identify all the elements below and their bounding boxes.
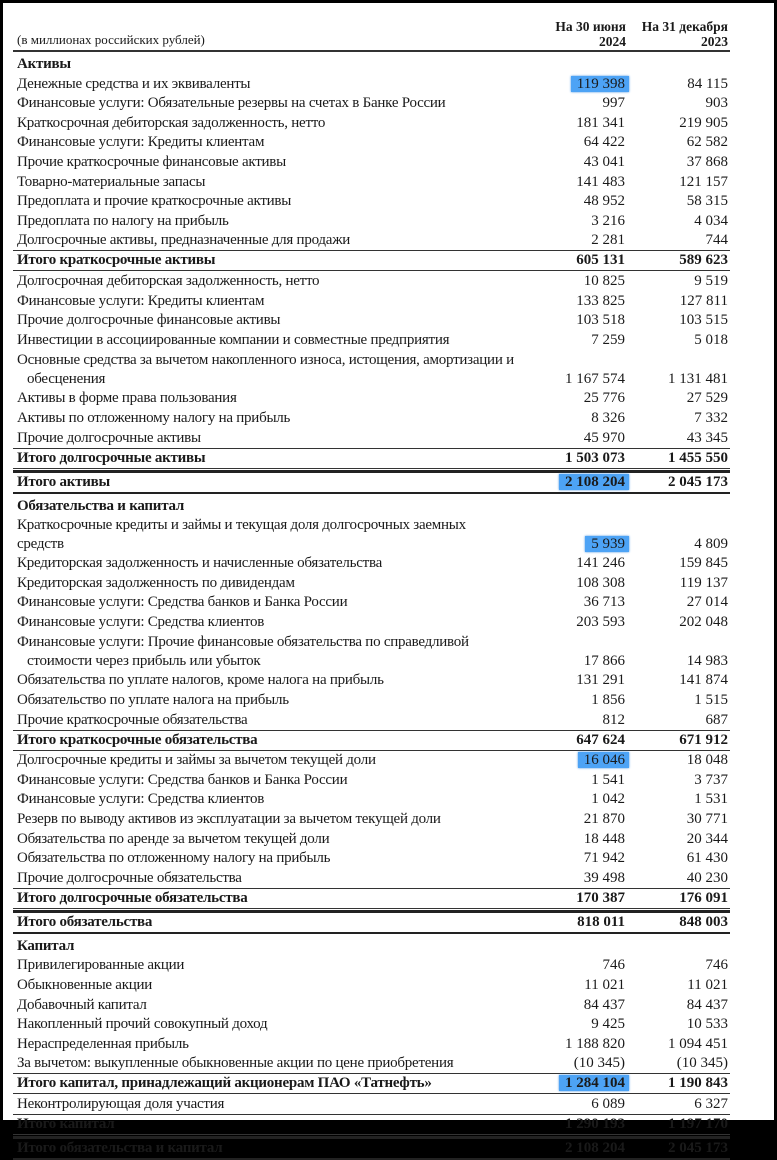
table-row [13, 849, 730, 869]
table-header [13, 17, 730, 52]
value-2023: 14 983 [686, 652, 728, 669]
value-2024 [521, 554, 629, 573]
column-header-date: На 31 декабря [641, 19, 728, 34]
table-row [13, 554, 730, 574]
value-2024 [521, 212, 629, 231]
row-label: Итого активы [17, 473, 110, 490]
total-row [13, 888, 730, 909]
row-label: Краткосрочные кредиты и займы и текущая доля долгосрочных заемных средств [17, 516, 466, 552]
value-text: 1 042 [591, 791, 625, 808]
row-label: Нераспределенная прибыль [17, 1035, 189, 1052]
value-text: 170 387 [576, 889, 625, 906]
column-header-2023 [628, 19, 728, 49]
table-row [13, 330, 730, 350]
value-2023: 84 115 [687, 75, 728, 92]
value-2023: 9 519 [694, 272, 728, 289]
row-label: Инвестиции в ассоциированные компании и совместные предприятия [17, 331, 450, 348]
table-row [13, 612, 730, 632]
value-2023: 141 874 [679, 672, 728, 689]
value-2023: 848 003 [679, 913, 728, 930]
row-label-line: Основные средства за вычетом накопленного износа, истощения, амортизации и [17, 351, 514, 368]
row-label [13, 351, 521, 389]
value-2024 [521, 1035, 629, 1054]
table-row [13, 710, 730, 730]
value-2023: 589 623 [679, 252, 728, 269]
row-label: Финансовые услуги: Средства банков и Банка России [17, 594, 348, 611]
table-row [13, 868, 730, 888]
row-label: Привилегированные акции [17, 957, 185, 974]
table-row [13, 113, 730, 133]
value-text: 131 291 [576, 672, 625, 689]
value-2024 [521, 913, 629, 932]
value-2024 [521, 192, 629, 211]
row-label: Денежные средства и их эквиваленты [17, 75, 251, 92]
table-row [13, 192, 730, 212]
table-row [13, 975, 730, 995]
value-2023: 159 845 [679, 555, 728, 572]
value-2023: 40 230 [686, 869, 728, 886]
row-label: Итого обязательства [17, 913, 153, 930]
value-text: 1 167 574 [565, 370, 625, 387]
row-label: Обязательство по уплате налога на прибыль [17, 692, 289, 709]
value-text: 181 341 [576, 114, 625, 131]
table-row [13, 995, 730, 1015]
row-label: Неконтролирующая доля участия [17, 1095, 225, 1112]
row-label: Прочие долгосрочные активы [17, 429, 201, 446]
value-2024 [521, 473, 629, 492]
row-label: Кредиторская задолженность и начисленные обязательства [17, 555, 382, 572]
table-row [13, 593, 730, 613]
value-2023: 903 [705, 95, 728, 112]
table-row [13, 809, 730, 829]
value-2024 [521, 449, 629, 468]
row-label: Итого долгосрочные обязательства [17, 889, 248, 906]
value-text: 84 437 [583, 996, 625, 1013]
value-2023: 4 034 [694, 212, 728, 229]
value-2024 [521, 771, 629, 790]
table-row [13, 172, 730, 192]
value-text: 1 290 193 [565, 1115, 625, 1132]
value-text: 21 870 [583, 811, 625, 828]
row-label: Кредиторская задолженность по дивидендам [17, 574, 295, 591]
value-2023: 1 094 451 [668, 1035, 728, 1052]
section-header [13, 934, 730, 956]
row-label: Добавочный капитал [17, 996, 147, 1013]
value-text: 746 [602, 957, 625, 974]
table-row [13, 956, 730, 976]
table-row [13, 94, 730, 114]
value-2024 [521, 1115, 629, 1134]
row-label: Долгосрочные кредиты и займы за вычетом текущей доли [17, 752, 376, 769]
row-label-line: Финансовые услуги: Прочие финансовые обязательства по справедливой [17, 633, 469, 650]
row-label: Итого долгосрочные активы [17, 449, 206, 466]
total-row [13, 910, 730, 934]
table-body [13, 52, 730, 1160]
value-2023: 219 905 [679, 114, 728, 131]
table-row [13, 408, 730, 428]
row-label: Финансовые услуги: Кредиты клиентам [17, 292, 265, 309]
value-text: 6 089 [591, 1095, 625, 1112]
value-text: 17 866 [583, 652, 625, 669]
row-label: Долгосрочные активы, предназначенные для продажи [17, 232, 351, 249]
value-2024 [521, 613, 629, 632]
row-label: Капитал [17, 937, 75, 954]
total-row [13, 730, 730, 751]
row-label: Активы в форме права пользования [17, 390, 237, 407]
table-row [13, 1054, 730, 1074]
value-2024 [521, 1054, 629, 1073]
highlighted-value: 16 046 [578, 752, 629, 768]
value-text: 45 970 [583, 429, 625, 446]
highlighted-value: 5 939 [585, 536, 629, 552]
value-2023: 5 018 [694, 331, 728, 348]
total-row [13, 448, 730, 469]
value-2024 [521, 996, 629, 1015]
value-2023: 30 771 [686, 811, 728, 828]
value-2023: 6 327 [694, 1095, 728, 1112]
value-2023: 176 091 [679, 889, 728, 906]
value-2023: 58 315 [686, 193, 728, 210]
table-row [13, 829, 730, 849]
row-label: Резерв по выводу активов из эксплуатации за вычетом текущей доли [17, 811, 441, 828]
row-label: Активы [17, 56, 71, 72]
table-row [13, 573, 730, 593]
value-2023: 27 014 [686, 594, 728, 611]
value-2023: 687 [705, 711, 728, 728]
row-label: Прочие долгосрочные обязательства [17, 869, 242, 886]
value-2023: 7 332 [694, 409, 728, 426]
value-2024 [521, 389, 629, 408]
value-2024 [521, 790, 629, 809]
row-label-line: стоимости через прибыль или убыток [27, 652, 261, 669]
row-label: Накопленный прочий совокупный доход [17, 1016, 268, 1033]
value-2024 [521, 231, 629, 250]
table-row [13, 231, 730, 251]
value-2024 [521, 956, 629, 975]
value-2024 [521, 652, 629, 671]
value-2023: 18 048 [686, 752, 728, 769]
value-text: 203 593 [576, 613, 625, 630]
value-text: 9 425 [591, 1016, 625, 1033]
column-header-year: 2023 [701, 34, 728, 49]
value-2023: 1 531 [694, 791, 728, 808]
value-2024 [521, 94, 629, 113]
value-2024 [521, 810, 629, 829]
column-header-2024 [506, 19, 626, 49]
value-2024 [521, 830, 629, 849]
value-text: 36 713 [583, 594, 625, 611]
value-2023: 20 344 [686, 830, 728, 847]
balance-sheet [13, 17, 730, 1160]
value-text: 25 776 [583, 390, 625, 407]
table-row [13, 790, 730, 810]
value-2023: 202 048 [679, 613, 728, 630]
value-2023: 1 197 170 [668, 1115, 728, 1132]
total-row [13, 1136, 730, 1160]
table-row [13, 350, 730, 389]
value-text: 605 131 [576, 252, 625, 269]
value-2024 [521, 535, 629, 554]
total-row [13, 1114, 730, 1135]
value-2024 [521, 292, 629, 311]
value-2024 [521, 331, 629, 350]
highlighted-value: 119 398 [571, 76, 629, 92]
table-row [13, 211, 730, 231]
value-text: 2 281 [591, 232, 625, 249]
value-text: 11 021 [584, 977, 625, 993]
value-2023: 4 809 [694, 535, 728, 552]
column-header-year: 2024 [599, 34, 626, 49]
table-row [13, 133, 730, 153]
total-row [13, 470, 730, 494]
value-2023: 119 137 [679, 574, 728, 591]
value-2023: 1 515 [694, 692, 728, 709]
row-label: Финансовые услуги: Средства клиентов [17, 613, 265, 630]
value-text: 133 825 [576, 292, 625, 309]
value-text: 997 [602, 95, 625, 112]
value-text: 141 483 [576, 173, 625, 190]
value-text: 64 422 [583, 134, 625, 151]
value-text: 141 246 [576, 555, 625, 572]
value-text: 10 825 [583, 272, 625, 289]
value-text: 818 011 [577, 913, 625, 930]
value-text: 1 503 073 [565, 449, 625, 466]
value-2023: 1 190 843 [668, 1075, 728, 1092]
value-2024 [521, 173, 629, 192]
row-label: Финансовые услуги: Кредиты клиентам [17, 134, 265, 151]
row-label: Товарно-материальные запасы [17, 173, 206, 190]
row-label: Обязательства по уплате налогов, кроме налога на прибыль [17, 672, 384, 689]
table-row [13, 1034, 730, 1054]
value-2024 [521, 75, 629, 94]
value-text: 812 [602, 711, 625, 728]
table-row [13, 690, 730, 710]
total-row [13, 250, 730, 271]
value-2023: 127 811 [679, 292, 728, 309]
value-2023: 103 515 [679, 312, 728, 329]
value-2023: 746 [705, 957, 728, 974]
row-label: За вычетом: выкупленные обыкновенные акции по цене приобретения [17, 1055, 454, 1072]
row-label: Обязательства по отложенному налогу на прибыль [17, 850, 331, 867]
row-label: Итого капитал, принадлежащий акционерам ПАО «Татнефть» [17, 1075, 432, 1092]
highlighted-value: 1 284 104 [559, 1075, 629, 1091]
value-2024 [521, 889, 629, 908]
value-text: 647 624 [576, 731, 625, 748]
row-label: Предоплата и прочие краткосрочные активы [17, 193, 292, 210]
value-text: 1 188 820 [565, 1035, 625, 1052]
column-header-date: На 30 июня [555, 19, 626, 34]
value-2024 [521, 251, 629, 270]
value-2023: 37 868 [686, 153, 728, 170]
value-text: (10 345) [573, 1055, 625, 1072]
value-2024 [521, 1139, 629, 1158]
table-row [13, 770, 730, 790]
unit-label: (в миллионах российских рублей) [17, 32, 205, 47]
row-label: Итого краткосрочные активы [17, 252, 216, 269]
value-text: 8 326 [591, 409, 625, 426]
value-text: 1 541 [591, 771, 625, 788]
value-2023: 43 345 [686, 429, 728, 446]
value-2023: 84 437 [686, 996, 728, 1013]
row-label: Прочие долгосрочные финансовые активы [17, 312, 281, 329]
document-page [3, 3, 774, 1156]
value-text: 48 952 [583, 193, 625, 210]
value-2023: 671 912 [679, 731, 728, 748]
value-2023: 1 131 481 [668, 370, 728, 387]
row-label: Итого краткосрочные обязательства [17, 731, 258, 748]
value-2023: 1 455 550 [668, 449, 728, 466]
row-label: Итого обязательства и капитал [17, 1139, 223, 1156]
value-text: 39 498 [583, 869, 625, 886]
row-label [13, 633, 521, 671]
value-2024 [521, 370, 629, 389]
value-text: 3 216 [591, 212, 625, 229]
value-2023: 11 021 [687, 977, 728, 993]
section-header [13, 494, 730, 516]
value-2024 [521, 409, 629, 428]
row-label: Итого капитал [17, 1115, 115, 1132]
table-row [13, 516, 730, 554]
value-2024 [521, 593, 629, 612]
table-row [13, 428, 730, 448]
table-row [13, 311, 730, 331]
value-2024 [521, 869, 629, 888]
value-2024 [521, 133, 629, 152]
row-label: Обязательства по аренде за вычетом текущей доли [17, 830, 330, 847]
table-row [13, 751, 730, 771]
value-2023: 3 737 [694, 771, 728, 788]
table-row [13, 74, 730, 94]
value-2024 [521, 311, 629, 330]
row-label-line: обесценения [27, 370, 106, 387]
value-text: 43 041 [583, 153, 625, 170]
value-2024 [521, 429, 629, 448]
value-2024 [521, 731, 629, 750]
value-2023: 2 045 173 [668, 473, 728, 490]
value-2023: 2 045 173 [668, 1139, 728, 1156]
value-text: 103 518 [576, 312, 625, 329]
table-row [13, 671, 730, 691]
row-label: Прочие краткосрочные обязательства [17, 711, 248, 728]
value-2023: 61 430 [686, 850, 728, 867]
value-2024 [521, 1015, 629, 1034]
value-2023: 10 533 [686, 1016, 728, 1033]
table-row [13, 291, 730, 311]
row-label: Финансовые услуги: Обязательные резервы на счетах в Банке России [17, 95, 446, 112]
row-label: Обязательства и капитал [17, 497, 185, 514]
value-text: 18 448 [583, 830, 625, 847]
value-2024 [521, 272, 629, 291]
value-2024 [521, 691, 629, 710]
section-header [13, 52, 730, 74]
highlighted-value: 2 108 204 [559, 474, 629, 490]
value-text: 2 108 204 [565, 1139, 625, 1156]
value-2024 [521, 711, 629, 730]
value-2023: 744 [705, 232, 728, 249]
row-label: Финансовые услуги: Средства клиентов [17, 791, 265, 808]
value-2024 [521, 114, 629, 133]
row-label: Долгосрочная дебиторская задолженность, нетто [17, 272, 320, 289]
value-text: 7 259 [591, 331, 625, 348]
table-row [13, 271, 730, 291]
value-2024 [521, 153, 629, 172]
value-2023: (10 345) [676, 1055, 728, 1072]
value-text: 71 942 [583, 850, 625, 867]
value-2024 [521, 1074, 629, 1093]
value-2023: 62 582 [686, 134, 728, 151]
value-text: 108 308 [576, 574, 625, 591]
row-label: Прочие краткосрочные финансовые активы [17, 153, 286, 170]
row-label: Финансовые услуги: Средства банков и Банка России [17, 771, 348, 788]
table-row [13, 389, 730, 409]
value-2024 [521, 849, 629, 868]
table-row [13, 632, 730, 671]
value-2024 [521, 976, 629, 995]
table-row [13, 1015, 730, 1035]
value-text: 1 856 [591, 692, 625, 709]
total-row [13, 1073, 730, 1094]
table-row [13, 152, 730, 172]
value-2024 [521, 574, 629, 593]
value-2023: 121 157 [679, 173, 728, 190]
row-label: Краткосрочная дебиторская задолженность, нетто [17, 114, 326, 131]
value-2023: 27 529 [686, 390, 728, 407]
row-label: Активы по отложенному налогу на прибыль [17, 409, 291, 426]
value-2024 [521, 751, 629, 770]
row-label: Обыкновенные акции [17, 977, 153, 993]
value-2024 [521, 1095, 629, 1114]
table-row [13, 1094, 730, 1114]
value-2024 [521, 671, 629, 690]
row-label: Предоплата по налогу на прибыль [17, 212, 229, 229]
